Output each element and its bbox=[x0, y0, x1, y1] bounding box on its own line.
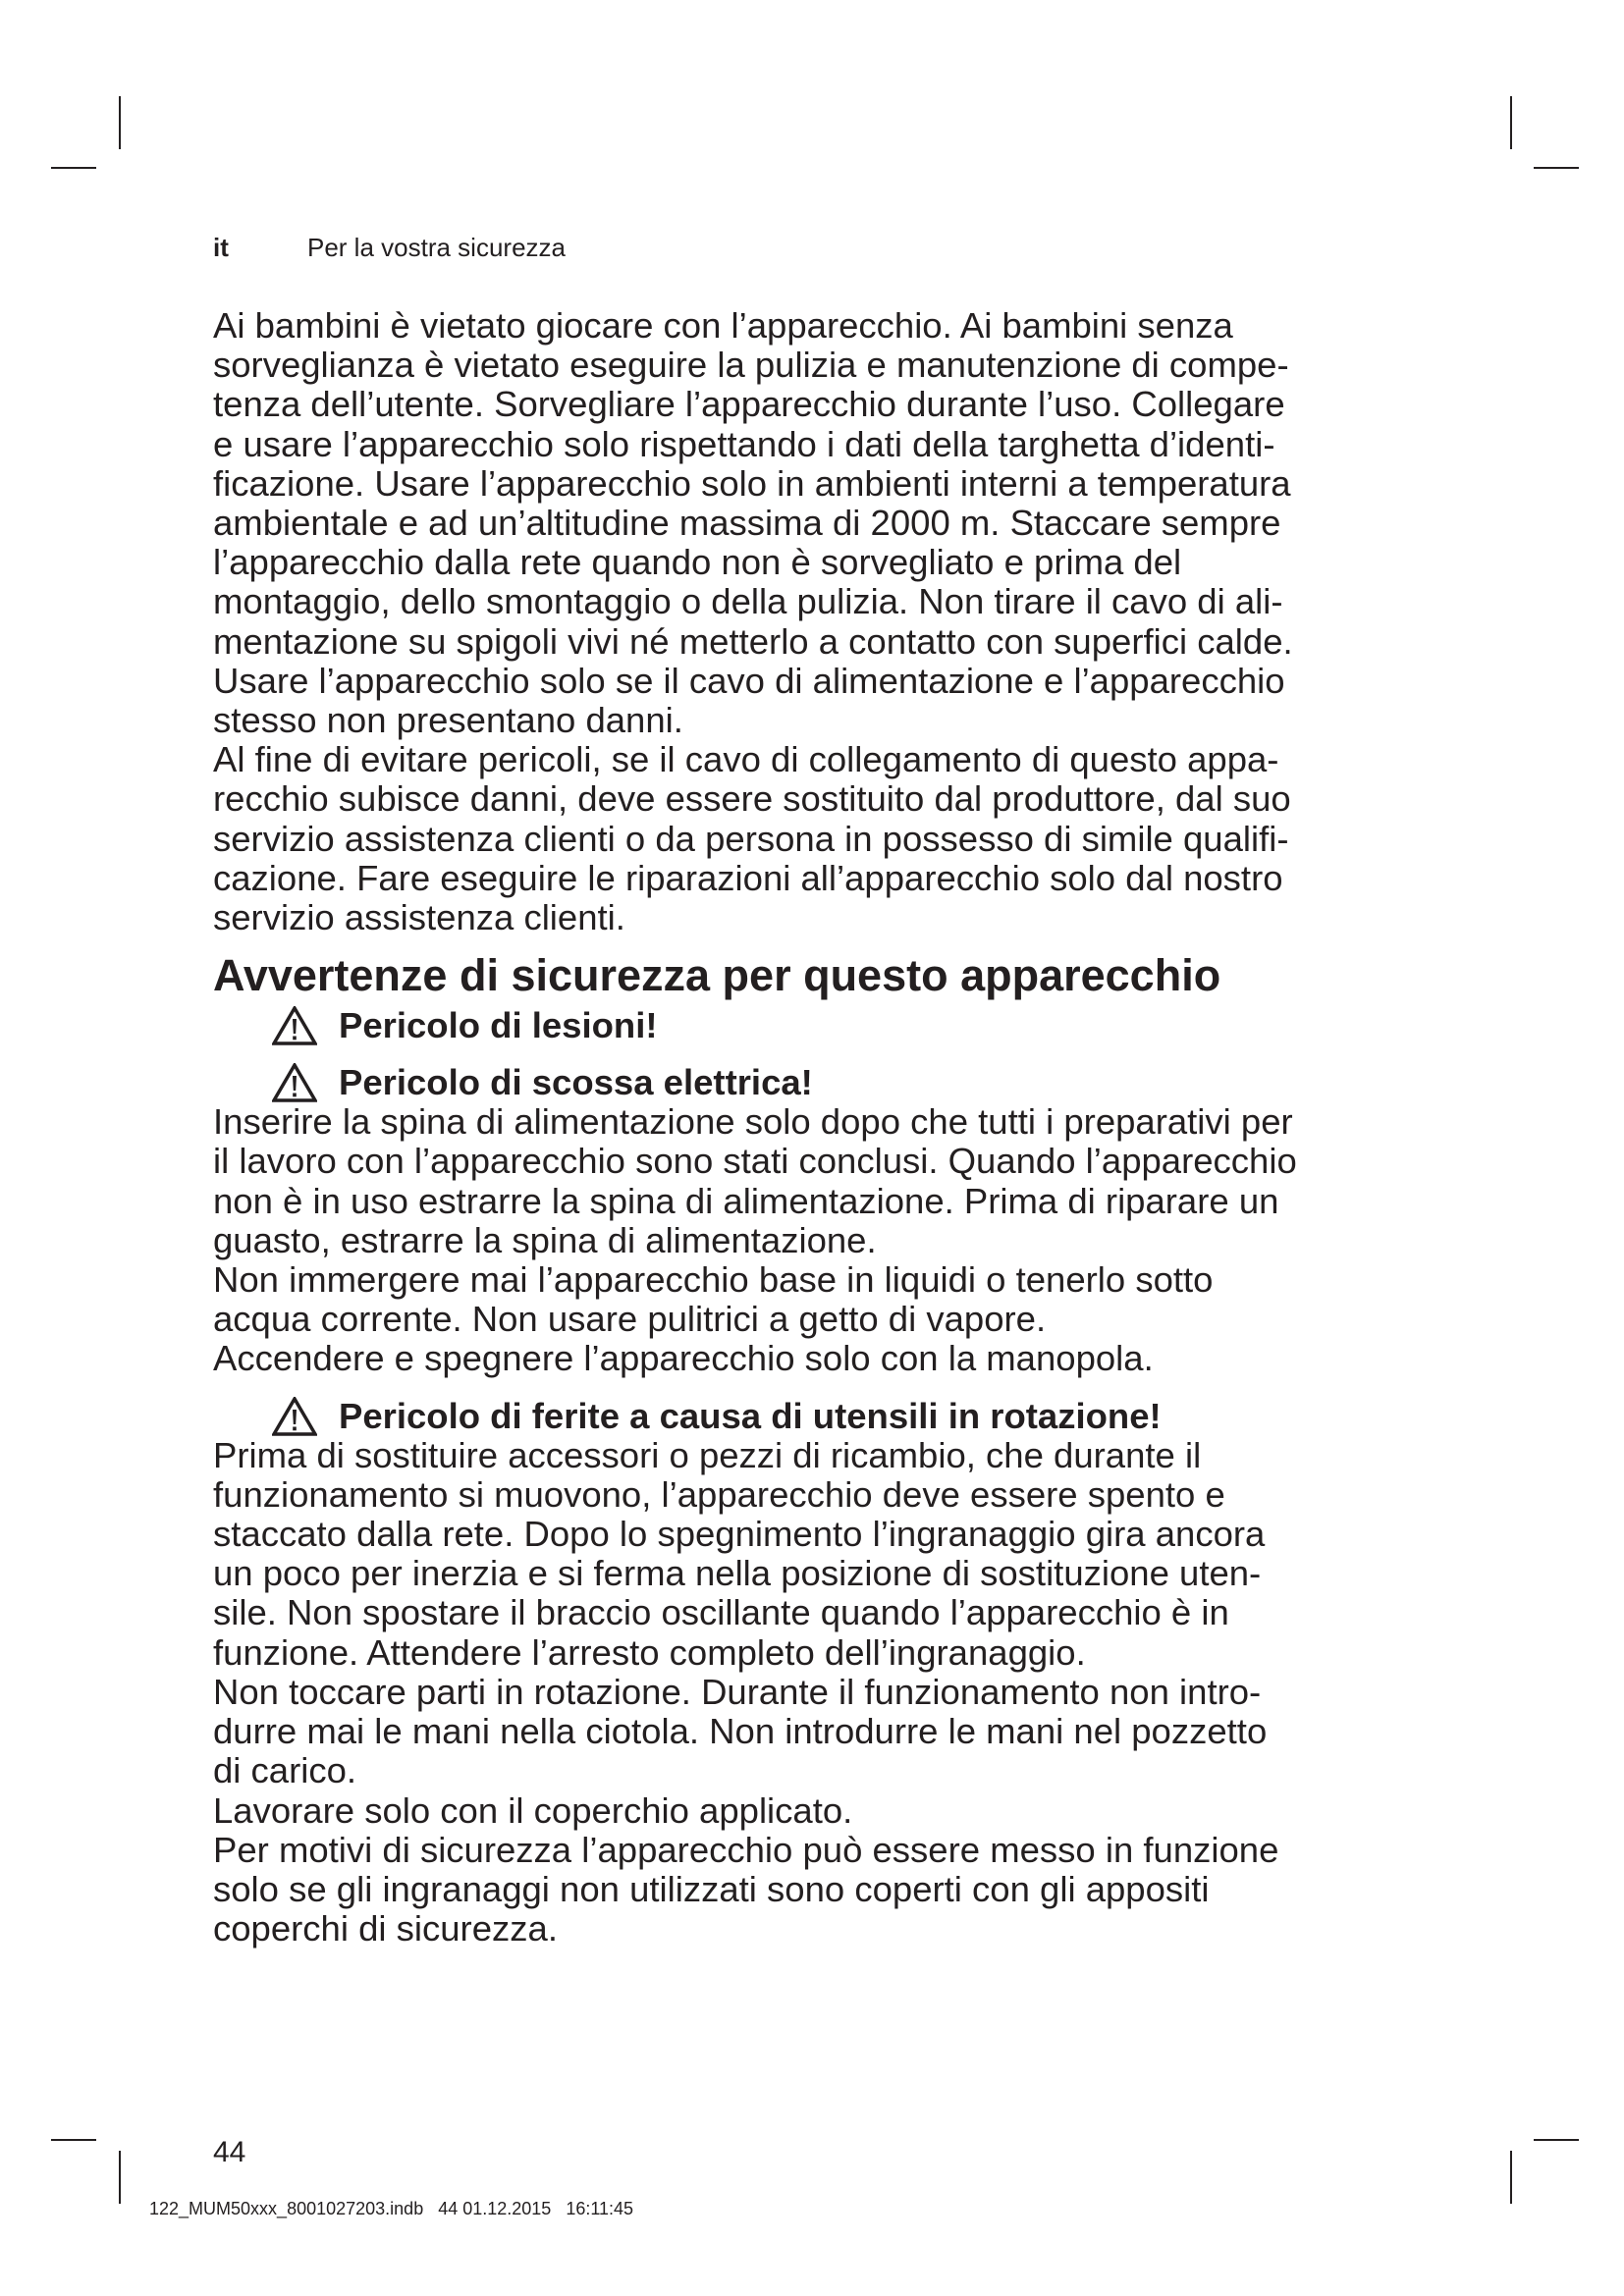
text-line: stesso non presentano danni. bbox=[213, 700, 683, 741]
text-line: Inserire la spina di alimentazione solo dopo che tutti i preparativi per bbox=[213, 1101, 1293, 1143]
rotation-paragraph bbox=[213, 1436, 1421, 1673]
intro-paragraph bbox=[213, 740, 1421, 937]
text-line: montaggio, dello smontaggio o della pulizia. Non tirare il cavo di ali- bbox=[213, 581, 1283, 622]
text-line: tenza dell’utente. Sorvegliare l’apparecchio durante l’uso. Collegare bbox=[213, 384, 1285, 425]
warning-injury bbox=[272, 1006, 1421, 1045]
crop-mark bbox=[51, 2139, 96, 2141]
text-line: il lavoro con l’apparecchio sono stati conclusi. Quando l’apparecchio bbox=[213, 1141, 1297, 1182]
crop-mark bbox=[1534, 167, 1579, 169]
text-line: Al fine di evitare pericoli, se il cavo di collegamento di questo appa- bbox=[213, 739, 1279, 780]
text-line: durre mai le mani nella ciotola. Non introdurre le mani nel pozzetto bbox=[213, 1711, 1268, 1752]
warning-triangle-icon bbox=[272, 1397, 317, 1436]
running-header bbox=[213, 232, 566, 263]
electric-paragraph bbox=[213, 1260, 1421, 1339]
crop-mark bbox=[1534, 2139, 1579, 2141]
text-line: Ai bambini è vietato giocare con l’apparecchio. Ai bambini senza bbox=[213, 305, 1233, 346]
text-line: Non immergere mai l’apparecchio base in liquidi o tenerlo sotto bbox=[213, 1259, 1214, 1301]
intro-paragraph bbox=[213, 306, 1421, 740]
electric-paragraph bbox=[213, 1102, 1421, 1260]
text-line: funzione. Attendere l’arresto completo dell’ingranaggio. bbox=[213, 1631, 1086, 1673]
text-line: solo se gli ingranaggi non utilizzati sono coperti con gli appositi bbox=[213, 1868, 1210, 1909]
text-line: un poco per inerzia e si ferma nella posizione di sostituzione uten- bbox=[213, 1553, 1262, 1594]
text-line: acqua corrente. Non usare pulitrici a getto di vapore. bbox=[213, 1299, 1047, 1340]
page-number: 44 bbox=[213, 2136, 246, 2168]
warning-label: Pericolo di lesioni! bbox=[339, 1005, 658, 1046]
text-line: Lavorare solo con il coperchio applicato. bbox=[213, 1789, 853, 1831]
section-heading: Avvertenze di sicurezza per questo apparecchio bbox=[213, 950, 1221, 1001]
text-line: recchio subisce danni, deve essere sostituito dal produttore, dal suo bbox=[213, 778, 1291, 820]
text-line: servizio assistenza clienti. bbox=[213, 897, 625, 938]
crop-mark bbox=[1510, 96, 1512, 149]
text-line: Prima di sostituire accessori o pezzi di ricambio, che durante il bbox=[213, 1434, 1202, 1475]
header-title: Per la vostra sicurezza bbox=[307, 233, 566, 262]
crop-mark bbox=[119, 2151, 121, 2204]
warning-triangle-icon bbox=[272, 1063, 317, 1102]
text-line: Usare l’apparecchio solo se il cavo di alimentazione e l’apparecchio bbox=[213, 660, 1285, 701]
text-line: l’apparecchio dalla rete quando non è sorvegliato e prima del bbox=[213, 542, 1182, 583]
text-line: servizio assistenza clienti o da persona in possesso di simile qualifi- bbox=[213, 818, 1289, 859]
text-line: ficazione. Usare l’apparecchio solo in ambienti interni a temperatura bbox=[213, 462, 1291, 504]
warning-label: Pericolo di ferite a causa di utensili in rotazione! bbox=[339, 1395, 1162, 1436]
electric-paragraph bbox=[213, 1339, 1421, 1378]
crop-mark bbox=[1510, 2151, 1512, 2204]
text-line: e usare l’apparecchio solo rispettando i dati della targhetta d’identi- bbox=[213, 423, 1275, 464]
text-line: mentazione su spigoli vivi né metterlo a contatto con superfici calde. bbox=[213, 620, 1293, 662]
rotation-paragraph bbox=[213, 1673, 1421, 1791]
text-line: coperchi di sicurezza. bbox=[213, 1908, 558, 1949]
warning-rotating-tools bbox=[272, 1397, 1421, 1436]
crop-mark bbox=[119, 96, 121, 149]
text-line: cazione. Fare eseguire le riparazioni all’apparecchio solo dal nostro bbox=[213, 857, 1283, 898]
text-line: Per motivi di sicurezza l’apparecchio può essere messo in funzione bbox=[213, 1829, 1279, 1870]
rotation-paragraph bbox=[213, 1831, 1421, 1949]
warning-label: Pericolo di scossa elettrica! bbox=[339, 1062, 813, 1103]
text-line: guasto, estrarre la spina di alimentazione. bbox=[213, 1219, 877, 1260]
crop-mark bbox=[51, 167, 96, 169]
text-line: staccato dalla rete. Dopo lo spegnimento l’ingranaggio gira ancora bbox=[213, 1514, 1266, 1555]
text-line: funzionamento si muovono, l’apparecchio deve essere spento e bbox=[213, 1473, 1225, 1515]
warning-electric-shock bbox=[272, 1063, 1421, 1102]
main-content bbox=[213, 306, 1421, 1949]
rotation-paragraph bbox=[213, 1791, 1421, 1831]
text-line: sorveglianza è vietato eseguire la pulizia e manutenzione di compe- bbox=[213, 345, 1289, 386]
print-slug: 122_MUM50xxx_8001027203.indb 44 01.12.2015 16:11:45 bbox=[149, 2199, 634, 2218]
warning-triangle-icon bbox=[272, 1006, 317, 1045]
text-line: Non toccare parti in rotazione. Durante il funzionamento non intro- bbox=[213, 1671, 1262, 1712]
text-line: non è in uso estrarre la spina di alimentazione. Prima di riparare un bbox=[213, 1180, 1279, 1221]
text-line: di carico. bbox=[213, 1750, 357, 1791]
text-line: ambientale e ad un’altitudine massima di 2000 m. Staccare sempre bbox=[213, 503, 1281, 544]
text-line: Accendere e spegnere l’apparecchio solo con la manopola. bbox=[213, 1338, 1154, 1379]
language-code: it bbox=[213, 233, 229, 262]
text-line: sile. Non spostare il braccio oscillante quando l’apparecchio è in bbox=[213, 1592, 1229, 1633]
